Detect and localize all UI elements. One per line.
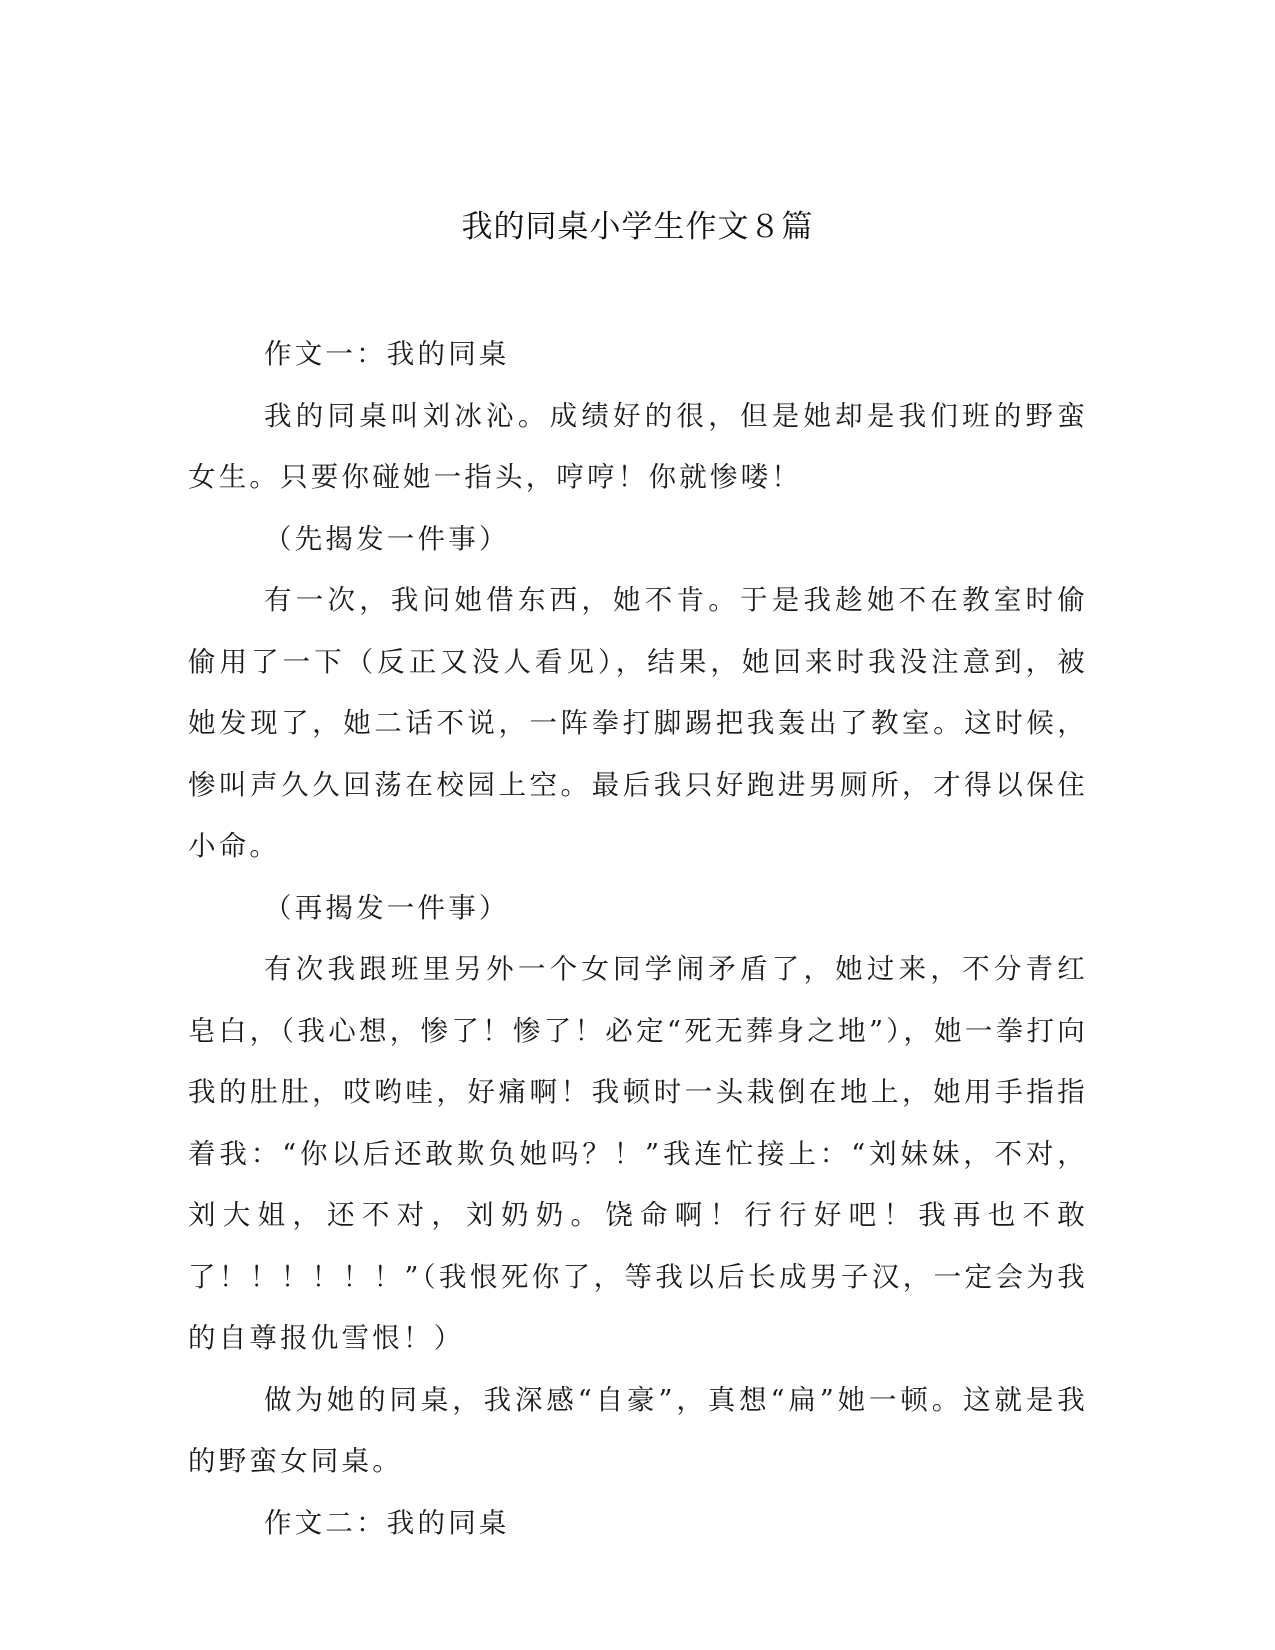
- paragraph-subheading-second: （再揭发一件事）: [264, 891, 510, 924]
- paragraph-second-incident: 有次我跟班里另外一个女同学闹矛盾了，她过来，不分青红皂白，（我心想，惨了！惨了！必定“死无葬身之地”），她一拳打向我的肚肚，哎哟哇，好痛啊！我顿时一头栽倒在地上，她用手指指着我：“你以后还敢欺负她吗？！”我连忙接上：“刘妹妹，不对，刘大姐，还不对，刘奶奶。饶命啊！行行好吧！我再也不敢了！！！！！！”（我恨死你了，等我以后长成男子汉，一定会为我的自尊报仇雪恨！）: [188, 953, 1088, 1354]
- paragraph-subheading-first: （先揭发一件事）: [264, 522, 510, 555]
- paragraph-first-incident: 有一次，我问她借东西，她不肯。于是我趁她不在教室时偷偷用了一下（反正又没人看见），结果，她回来时我没注意到，被她发现了，她二话不说，一阵拳打脚踢把我轰出了教室。这时候，惨叫声久久回荡在校园上空。最后我只好跑进男厕所，才得以保住小命。: [188, 584, 1088, 862]
- section-heading-essay-1: 作文一：我的同桌: [264, 338, 510, 370]
- paragraph-intro: 我的同桌叫刘冰沁。成绩好的很，但是她却是我们班的野蛮女生。只要你碰她一指头，哼哼！你就惨喽！: [188, 399, 1088, 493]
- paragraph-conclusion: 做为她的同桌，我深感“自豪”，真想“扁”她一顿。这就是我的野蛮女同桌。: [188, 1383, 1088, 1477]
- document-title: 我的同桌小学生作文８篇: [461, 209, 814, 245]
- document-body: [188, 324, 1088, 1554]
- section-heading-essay-2: 作文二：我的同桌: [264, 1506, 510, 1539]
